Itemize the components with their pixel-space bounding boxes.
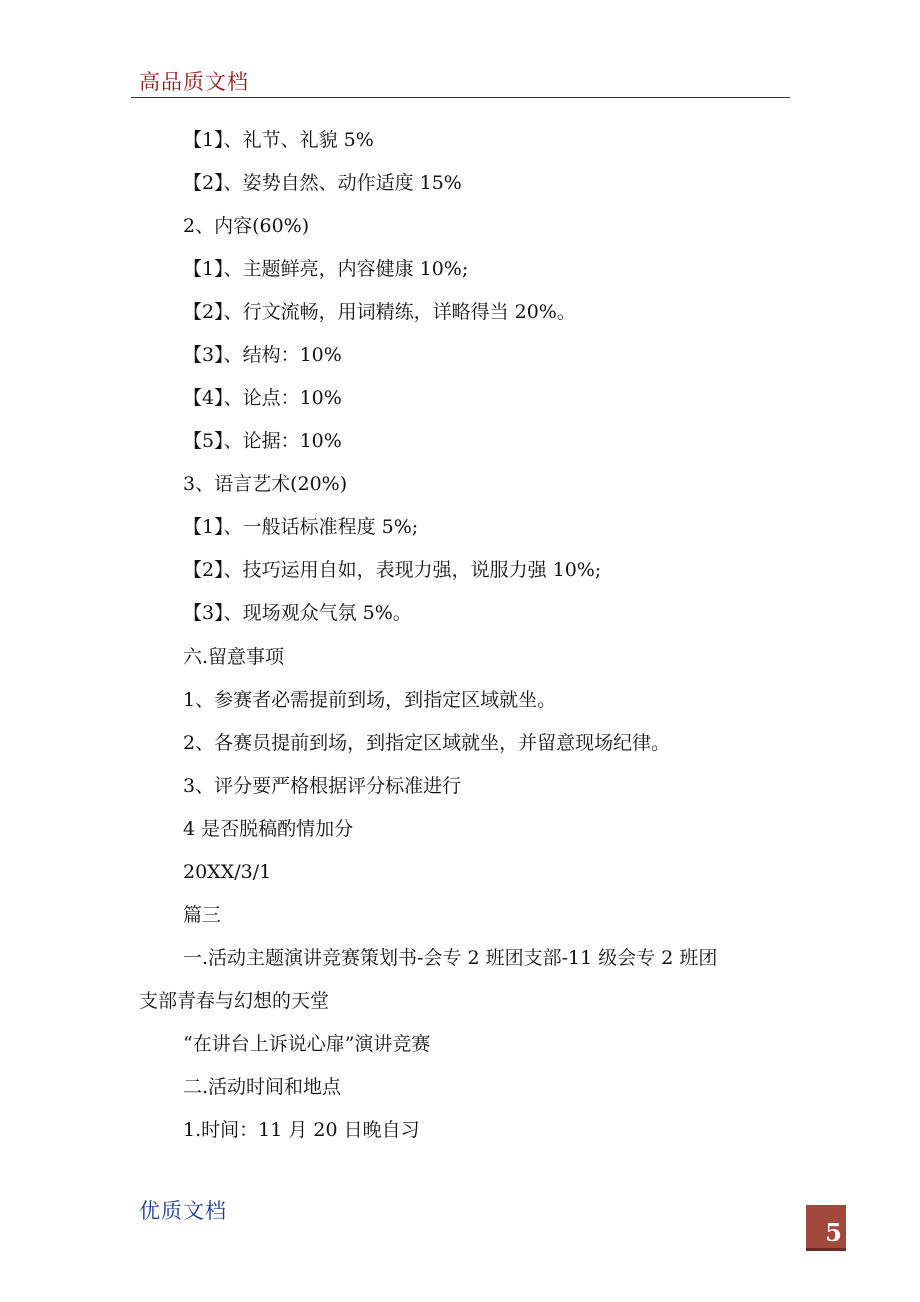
- footer-title: 优质文档: [139, 1199, 227, 1223]
- text-line: 【5】、论据：10%: [183, 430, 342, 452]
- text-line: 【2】、行文流畅，用词精练，详略得当 20%。: [183, 301, 576, 323]
- text-line: 【2】、姿势自然、动作适度 15%: [183, 172, 462, 194]
- text-line: 1、参赛者必需提前到场，到指定区域就坐。: [183, 689, 557, 711]
- text-line: 3、语言艺术(20%): [183, 473, 348, 495]
- text-line: 1.时间：11 月 20 日晚自习: [183, 1119, 420, 1141]
- section-heading: 篇三: [183, 904, 222, 926]
- header-divider: [131, 97, 790, 98]
- text-line: 2、各赛员提前到场，到指定区域就坐，并留意现场纪律。: [183, 732, 671, 754]
- text-line: 【1】、主题鲜亮，内容健康 10%;: [183, 258, 469, 280]
- text-line: 【3】、结构：10%: [183, 344, 342, 366]
- text-line: 支部青春与幻想的天堂: [139, 990, 330, 1012]
- text-line: 【1】、一般话标准程度 5%;: [183, 516, 419, 538]
- page-number-badge: [806, 1205, 846, 1251]
- text-line: 【4】、论点：10%: [183, 387, 342, 409]
- section-heading: 六.留意事项: [183, 646, 285, 668]
- text-line: “在讲台上诉说心扉”演讲竞赛: [183, 1033, 431, 1055]
- text-line: 【1】、礼节、礼貌 5%: [183, 129, 374, 151]
- date-line: 20XX/3/1: [183, 861, 272, 883]
- page-number: 5: [825, 1218, 842, 1247]
- header-title: 高品质文档: [139, 70, 249, 94]
- text-line: 3、评分要严格根据评分标准进行: [183, 775, 462, 797]
- section-heading: 二.活动时间和地点: [183, 1076, 342, 1098]
- text-line: 2、内容(60%): [183, 215, 310, 237]
- text-line: 【2】、技巧运用自如，表现力强，说服力强 10%;: [183, 559, 602, 581]
- text-line: 【3】、现场观众气氛 5%。: [183, 602, 412, 624]
- text-line: 一.活动主题演讲竞赛策划书-会专 2 班团支部-11 级会专 2 班团: [183, 947, 718, 969]
- text-line: 4 是否脱稿酌情加分: [183, 818, 354, 840]
